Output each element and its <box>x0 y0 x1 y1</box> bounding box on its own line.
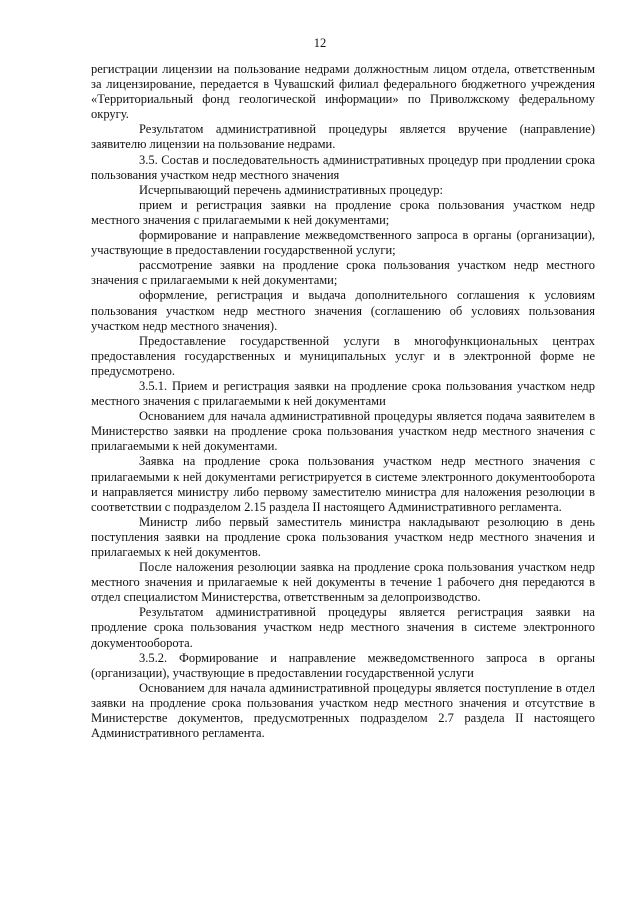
list-item-procedure: прием и регистрация заявки на продление срока пользования участком недр местного значения с прилагаемыми к ней документами; <box>91 197 595 227</box>
paragraph-result-license: Результатом административной процедуры является вручение (направление) заявителю лицензии на пользование недрами. <box>91 122 595 152</box>
paragraph-mfc-note: Предоставление государственной услуги в многофункциональных центрах предоставления государственных и муниципальных услуг и в электронной форме не предусмотрено. <box>91 333 595 378</box>
list-item-procedure: формирование и направление межведомственного запроса в органы (организации), участвующие в предоставлении государственной услуги; <box>91 228 595 258</box>
paragraph: Министр либо первый заместитель министра накладывают резолюцию в день поступления заявки на продление срока пользования участком недр местного значения и прилагаемых к ней документов. <box>91 514 595 559</box>
paragraph-procedure-list-intro: Исчерпывающий перечень административных процедур: <box>139 182 443 197</box>
paragraph: Основанием для начала административной процедуры является подача заявителем в Министерство заявки на продление срока пользования участком недр местного значения с прилагаемыми к ней документами. <box>91 409 595 454</box>
section-heading-3-5: 3.5. Состав и последовательность административных процедур при продлении срока пользования участком недр местного значения <box>91 152 595 182</box>
paragraph-continuation: регистрации лицензии на пользование недрами должностным лицом отдела, ответственным за лицензирование, передается в Чувашский филиал федерального бюджетного учреждения «Территориальный фонд геологической информации» по Приволжскому федеральному округу. <box>91 62 595 122</box>
paragraph: Основанием для начала административной процедуры является поступление в отдел заявки на продление срока пользования участком недр местного значения и отсутствие в Министерстве документов, предусмотренных подразделом 2.7 раздела II настоящего Административного регламента. <box>91 680 595 741</box>
paragraph: После наложения резолюции заявка на продление срока пользования участком недр местного значения и прилагаемые к ней документы в течение 1 рабочего дня передаются в отдел специалистом Министерства, ответственным за делопроизводство. <box>91 560 595 605</box>
page-number: 12 <box>313 36 327 50</box>
paragraph: Заявка на продление срока пользования участком недр местного значения с прилагаемыми к ней документами регистрируется в системе электронного документооборота и направляется министру либо первому заместителю министра для наложения резолюции в соответствии с подразделом 2.15 раздела II настоящего Административного регламента. <box>91 454 595 514</box>
document-body <box>91 62 595 741</box>
section-heading-3-5-2: 3.5.2. Формирование и направление межведомственного запроса в органы (организации), участвующие в предоставлении государственной услуги <box>91 650 595 680</box>
list-item-procedure: рассмотрение заявки на продление срока пользования участком недр местного значения с прилагаемыми к ней документами; <box>91 258 595 288</box>
paragraph: Результатом административной процедуры является регистрация заявки на продление срока пользования участком недр местного значения в системе электронного документооборота. <box>91 605 595 650</box>
list-item-procedure: оформление, регистрация и выдача дополнительного соглашения к условиям пользования участком недр местного значения (соглашению об условиях пользования участком недр местного значения). <box>91 288 595 333</box>
section-heading-3-5-1: 3.5.1. Прием и регистрация заявки на продление срока пользования участком недр местного значения с прилагаемыми к ней документами <box>91 378 595 409</box>
